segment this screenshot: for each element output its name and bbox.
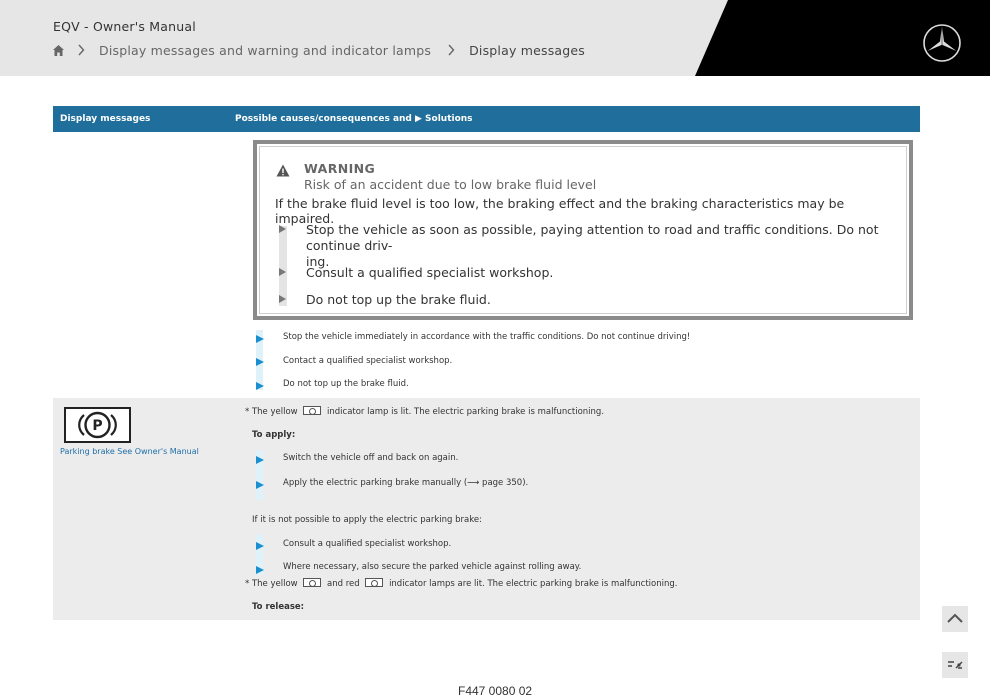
solution-step: Contact a qualified specialist workshop. <box>283 356 453 366</box>
cause1-text-pre: The yellow <box>251 407 298 417</box>
cause1-text-post: indicator lamp is lit. The electric parking brake is malfunctioning. <box>327 407 605 417</box>
step-arrow-icon <box>279 225 286 233</box>
chevron-right-icon <box>447 44 455 56</box>
to-release-label: To release: <box>252 602 305 612</box>
parking-lamp-icon <box>303 406 321 415</box>
warning-triangle-icon <box>276 164 290 177</box>
col-header-display-messages: Display messages <box>60 114 151 124</box>
settings-button[interactable] <box>942 652 968 678</box>
step-arrow-icon <box>256 358 264 366</box>
step-arrow-icon <box>279 268 286 276</box>
scroll-top-button[interactable] <box>942 606 968 632</box>
step-arrow-icon <box>256 542 264 550</box>
step-arrow-icon <box>256 456 264 464</box>
parking-brake-manual-link[interactable]: Parking brake See Owner's Manual <box>60 447 199 456</box>
solution-step: Stop the vehicle immediately in accordance with the traffic conditions. Do not continue driving! <box>283 332 691 342</box>
step-arrow-icon <box>256 481 264 489</box>
asterisk-marker: * <box>245 407 250 417</box>
header-black-panel <box>0 0 990 76</box>
warning-title: WARNING <box>304 161 376 176</box>
parking-brake-symbol <box>66 409 129 441</box>
breadcrumb <box>52 41 585 59</box>
step-arrow-icon <box>256 566 264 574</box>
parking-lamp-icon <box>365 578 383 587</box>
warning-step-bar <box>279 226 287 306</box>
warning-intro: If the brake fluid level is too low, the braking effect and the braking characteristics may be impaired. <box>275 196 845 226</box>
step-arrow-icon <box>279 295 286 303</box>
scroll-top-icon <box>942 606 968 632</box>
settings-icon <box>942 652 968 678</box>
breadcrumb-link-display-messages-lamps[interactable]: Display messages and warning and indicator lamps <box>99 42 432 58</box>
mercedes-star-icon[interactable] <box>922 23 962 63</box>
table-header <box>53 106 920 132</box>
cause2-text-mid: and red <box>327 579 360 589</box>
parking-brake-icon <box>64 407 131 443</box>
not-possible-step: Where necessary, also secure the parked vehicle against rolling away. <box>283 562 582 572</box>
step-arrow-icon <box>256 382 264 390</box>
asterisk-marker: * <box>245 579 250 589</box>
to-apply-label: To apply: <box>252 430 296 440</box>
warning-step: Do not top up the brake fluid. <box>306 292 491 307</box>
app-title: EQV - Owner's Manual <box>53 19 196 34</box>
warning-box-inner <box>259 146 907 314</box>
cause2-text-pre: The yellow <box>251 579 298 589</box>
home-icon[interactable] <box>52 44 65 57</box>
solution-step: Do not top up the brake fluid. <box>283 379 409 389</box>
step-arrow-icon <box>256 335 264 343</box>
apply-step: Switch the vehicle off and back on again. <box>283 453 459 463</box>
svg-text:P: P <box>92 418 103 434</box>
col-header-causes-solutions: Possible causes/consequences and ▶ Solutions <box>235 114 473 124</box>
cause-bullet <box>245 578 677 589</box>
warning-step: Consult a qualified specialist workshop. <box>306 265 554 280</box>
cause-bullet <box>245 406 604 417</box>
cause2-text-post: indicator lamps are lit. The electric parking brake is malfunctioning. <box>389 579 678 589</box>
breadcrumb-current: Display messages <box>469 42 586 58</box>
apply-step: Apply the electric parking brake manually (⟶ page 350). <box>283 478 529 488</box>
not-possible-step: Consult a qualified specialist workshop. <box>283 539 452 549</box>
figure-code: F447 0080 02 <box>458 684 533 698</box>
parking-lamp-icon <box>303 578 321 587</box>
if-not-possible-text: If it is not possible to apply the electric parking brake: <box>252 515 482 525</box>
chevron-right-icon <box>77 44 85 56</box>
warning-box <box>253 140 913 320</box>
warning-step: Stop the vehicle as soon as possible, paying attention to road and traffic conditions. Do not continue driv- ing. <box>306 222 879 269</box>
warning-subtitle: Risk of an accident due to low brake fluid level <box>304 177 597 192</box>
